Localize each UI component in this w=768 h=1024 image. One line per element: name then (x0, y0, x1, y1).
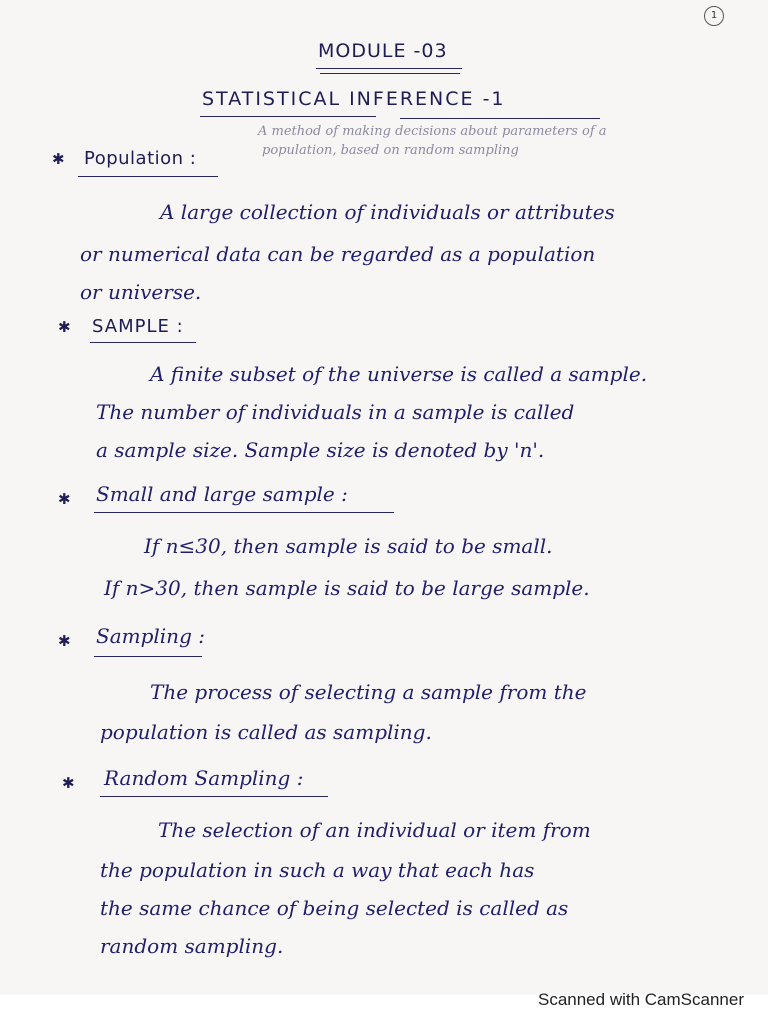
title-annotation-line2: population, based on random sampling (262, 143, 519, 158)
population-text-line1: A large collection of individuals or attributes (160, 200, 615, 224)
module-underline-2 (320, 73, 460, 74)
small-large-text-line2: If n>30, then sample is said to be large sample. (104, 576, 590, 600)
title-underline (200, 116, 376, 117)
module-heading: MODULE -03 (318, 40, 448, 62)
sampling-underline (94, 656, 202, 657)
random-sampling-text-line2: the population in such a way that each has (100, 858, 535, 882)
sample-underline (90, 342, 196, 343)
scanner-watermark: Scanned with CamScanner (537, 990, 744, 1009)
page-title: STATISTICAL INFERENCE -1 (202, 88, 506, 110)
random-sampling-heading: Random Sampling : (104, 766, 304, 790)
population-underline (78, 176, 218, 177)
sample-text-line3: a sample size. Sample size is denoted by 'n'. (96, 438, 545, 462)
bullet-star-icon: ✱ (58, 490, 71, 508)
sampling-heading: Sampling : (96, 624, 205, 648)
random-sampling-text-line3: the same chance of being selected is called as (100, 896, 569, 920)
small-large-underline (94, 512, 394, 513)
small-large-heading: Small and large sample : (96, 482, 348, 506)
sample-text-line1: A finite subset of the universe is called a sample. (150, 362, 648, 386)
module-underline (316, 68, 462, 69)
small-large-text-line1: If n≤30, then sample is said to be small. (144, 534, 553, 558)
random-sampling-text-line1: The selection of an individual or item from (158, 818, 591, 842)
title-underline-2 (400, 118, 600, 119)
sampling-text-line1: The process of selecting a sample from the (150, 680, 587, 704)
population-text-line3: or universe. (80, 280, 202, 304)
population-text-line2: or numerical data can be regarded as a population (80, 242, 596, 266)
page-number: 1 (704, 6, 724, 26)
random-sampling-underline (100, 796, 328, 797)
population-heading: Population : (84, 148, 197, 169)
sampling-text-line2: population is called as sampling. (100, 720, 432, 744)
random-sampling-text-line4: random sampling. (100, 934, 284, 958)
bullet-star-icon: ✱ (58, 318, 71, 336)
sample-text-line2: The number of individuals in a sample is called (96, 400, 575, 424)
sample-heading: SAMPLE : (92, 316, 184, 337)
bullet-star-icon: ✱ (62, 774, 75, 792)
bullet-star-icon: ✱ (58, 632, 71, 650)
title-annotation-line1: A method of making decisions about parameters of a (258, 124, 607, 139)
bullet-star-icon: ✱ (52, 150, 65, 168)
